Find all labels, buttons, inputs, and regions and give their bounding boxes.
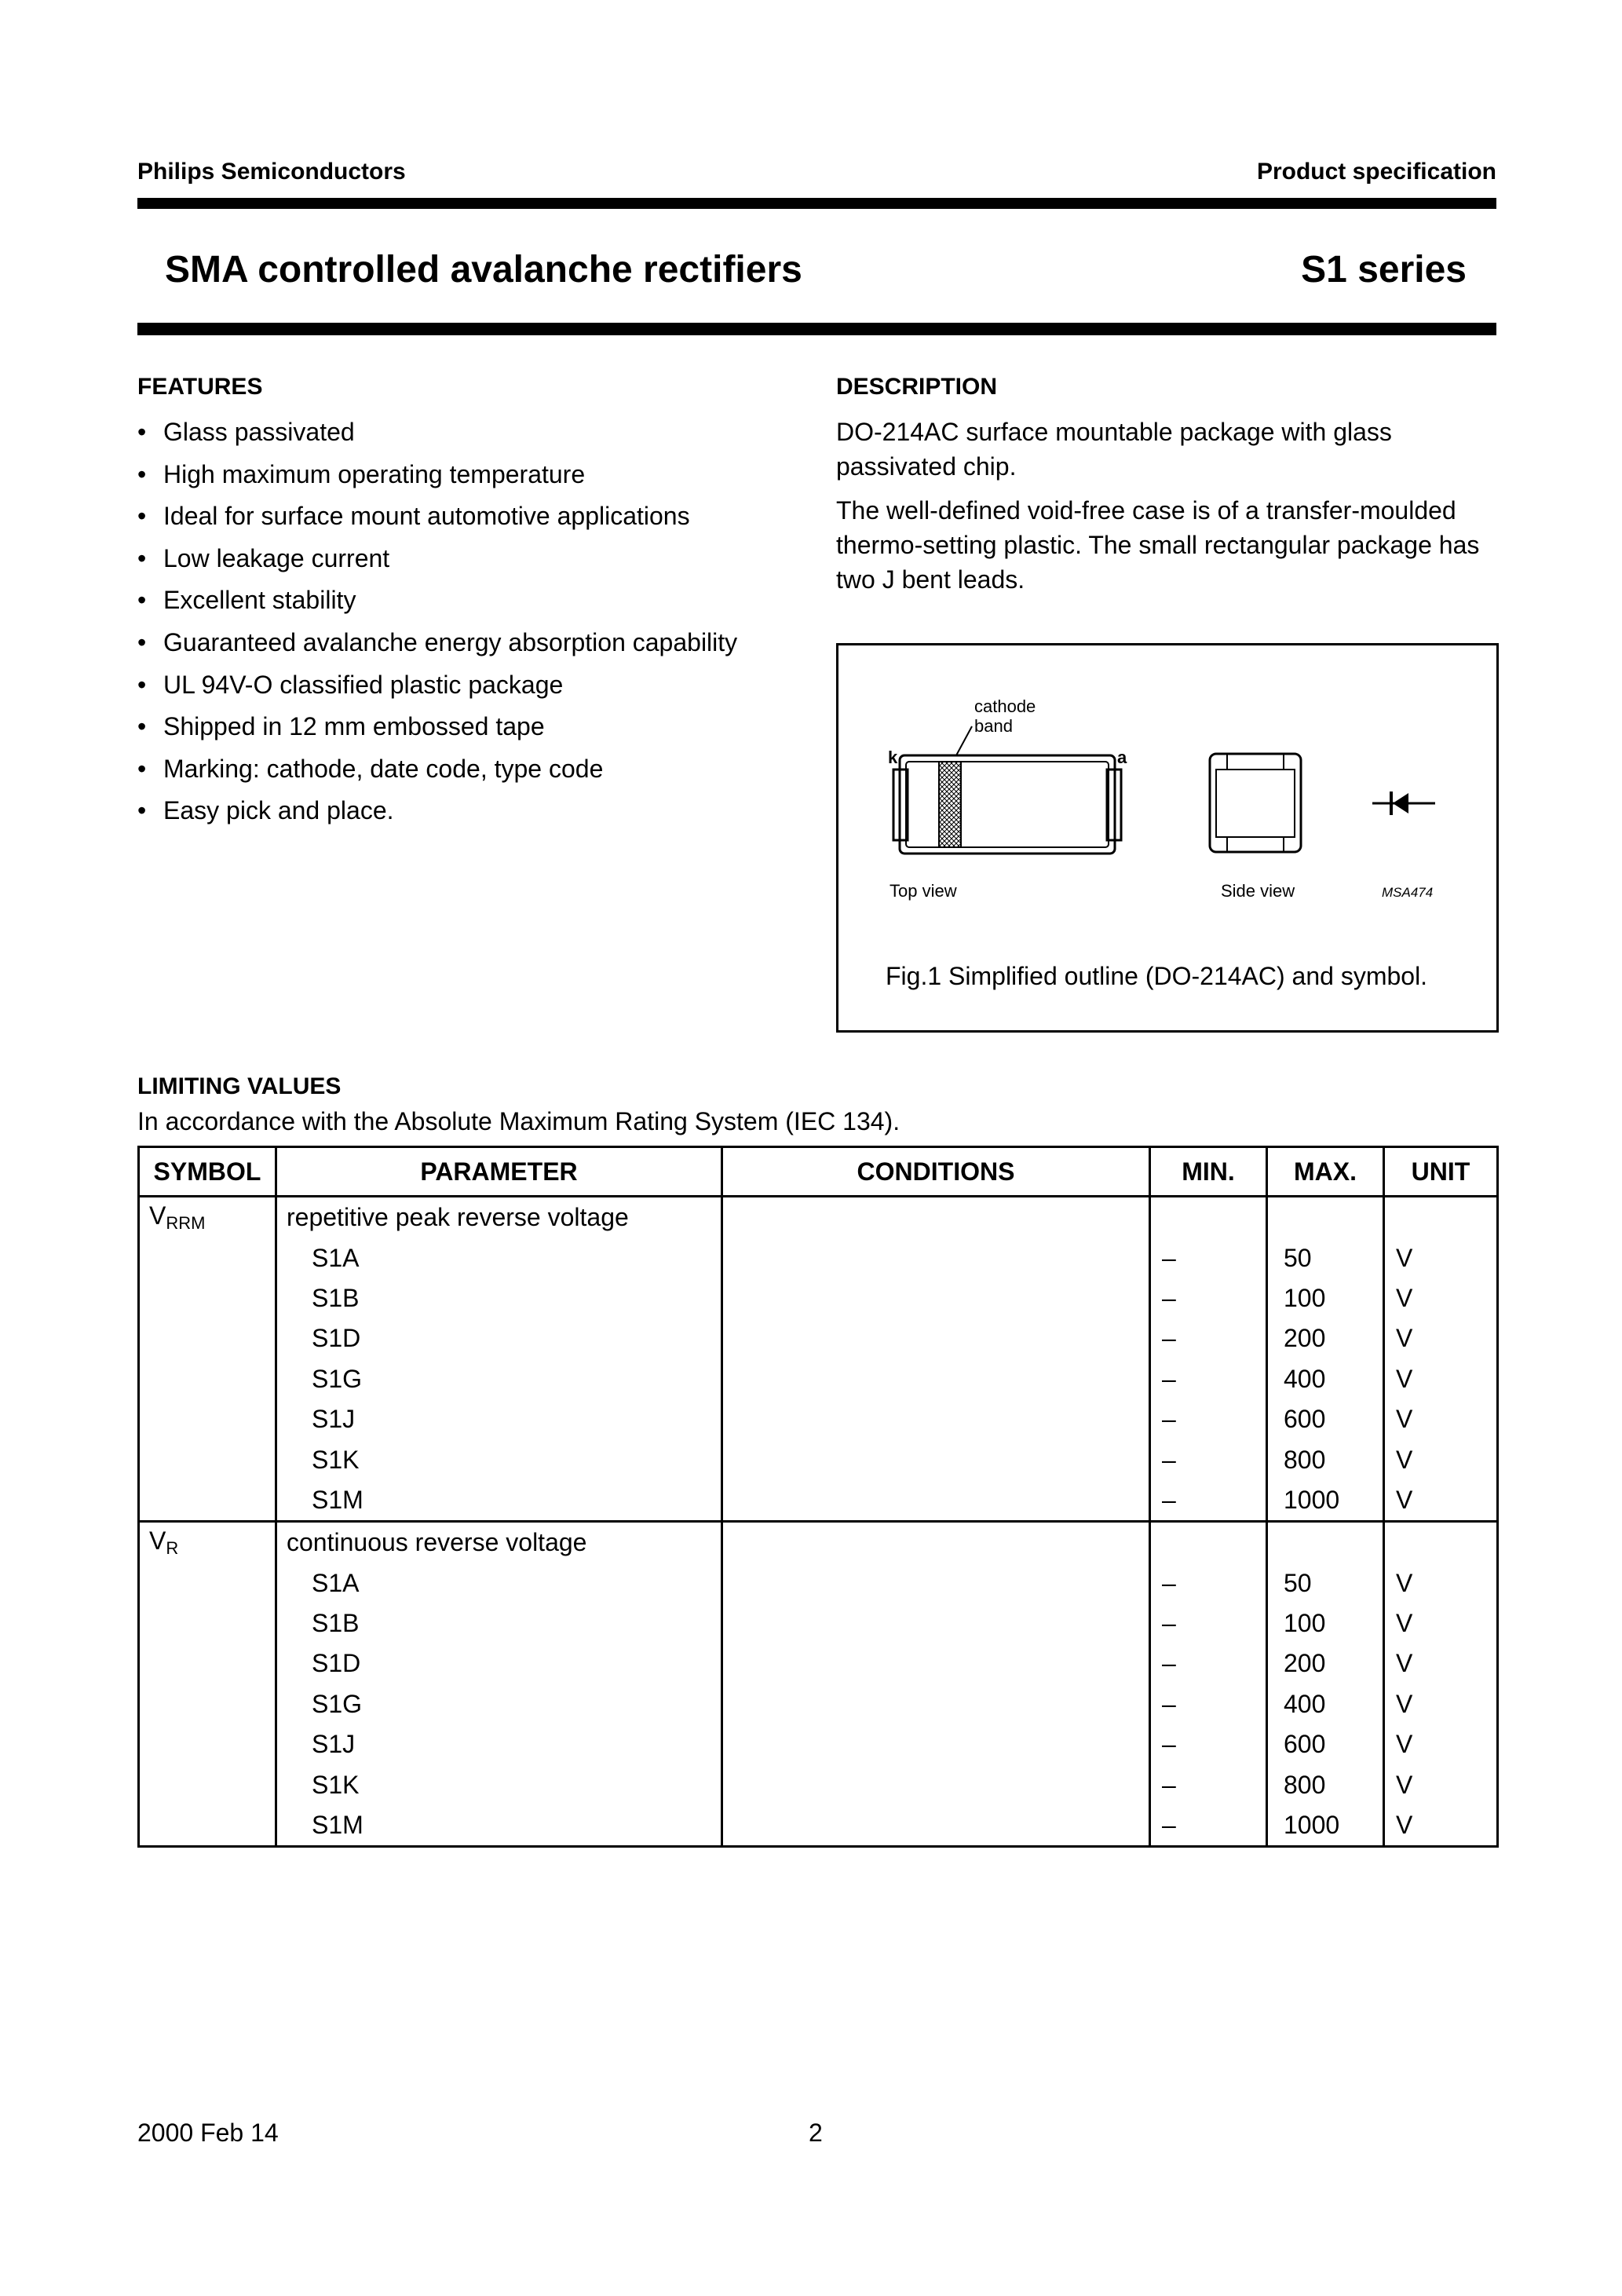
parameter-cell: continuous reverse voltage bbox=[276, 1522, 722, 1563]
type-cell: S1B bbox=[276, 1603, 722, 1643]
max-cell bbox=[1267, 1522, 1384, 1563]
max-cell: 200 bbox=[1267, 1643, 1384, 1684]
figure-box bbox=[836, 643, 1499, 1033]
type-cell: S1B bbox=[276, 1278, 722, 1318]
min-cell: – bbox=[1150, 1359, 1267, 1399]
unit-cell: V bbox=[1384, 1318, 1498, 1358]
list-item: • Marking: cathode, date code, type code bbox=[137, 751, 797, 794]
column-header: SYMBOL bbox=[139, 1147, 276, 1197]
max-cell: 600 bbox=[1267, 1399, 1384, 1439]
unit-cell: V bbox=[1384, 1724, 1498, 1764]
table-row bbox=[139, 1480, 1498, 1522]
features-section bbox=[137, 374, 797, 835]
symbol-subscript: R bbox=[166, 1538, 179, 1559]
top-view-label: Top view bbox=[890, 881, 957, 901]
type-cell: S1G bbox=[276, 1684, 722, 1724]
unit-cell: V bbox=[1384, 1603, 1498, 1643]
min-cell: – bbox=[1150, 1643, 1267, 1684]
package-outline-diagram bbox=[838, 645, 1496, 1030]
features-heading: FEATURES bbox=[137, 374, 263, 400]
page-number: 2 bbox=[809, 2119, 823, 2147]
unit-cell: V bbox=[1384, 1684, 1498, 1724]
min-cell: – bbox=[1150, 1805, 1267, 1847]
max-cell: 800 bbox=[1267, 1764, 1384, 1804]
list-item: • UL 94V-O classified plastic package bbox=[137, 667, 797, 710]
column-header: MIN. bbox=[1150, 1147, 1267, 1197]
max-cell bbox=[1267, 1197, 1384, 1238]
unit-cell bbox=[1384, 1522, 1498, 1563]
min-cell: – bbox=[1150, 1724, 1267, 1764]
description-paragraph: The well-defined void-free case is of a transfer-moulded thermo-setting plastic. The small rectangular package has two J bent leads. bbox=[836, 496, 1480, 594]
max-cell: 400 bbox=[1267, 1359, 1384, 1399]
type-cell: S1M bbox=[276, 1480, 722, 1522]
min-cell: – bbox=[1150, 1684, 1267, 1724]
type-cell: S1A bbox=[276, 1238, 722, 1278]
table-row bbox=[139, 1684, 1498, 1724]
list-item: • Low leakage current bbox=[137, 541, 797, 583]
unit-cell: V bbox=[1384, 1359, 1498, 1399]
symbol-text: V bbox=[149, 1201, 166, 1230]
table-row bbox=[139, 1724, 1498, 1764]
conditions-cell bbox=[722, 1522, 1150, 1563]
limiting-values-table-wrap bbox=[137, 1146, 1499, 1848]
footer-date: 2000 Feb 14 bbox=[137, 2119, 279, 2147]
min-cell: – bbox=[1150, 1318, 1267, 1358]
type-cell: S1K bbox=[276, 1764, 722, 1804]
band-label: band bbox=[974, 716, 1013, 736]
table-row bbox=[139, 1359, 1498, 1399]
min-cell: – bbox=[1150, 1603, 1267, 1643]
table-row bbox=[139, 1563, 1498, 1603]
company-name: Philips Semiconductors bbox=[137, 159, 406, 185]
column-header: UNIT bbox=[1384, 1147, 1498, 1197]
side-view-label: Side view bbox=[1221, 881, 1295, 901]
description-paragraph: DO-214AC surface mountable package with glass passivated chip. bbox=[836, 418, 1392, 481]
list-item: • Guaranteed avalanche energy absorption capability bbox=[137, 625, 797, 667]
table-row bbox=[139, 1399, 1498, 1439]
unit-cell: V bbox=[1384, 1643, 1498, 1684]
unit-cell: V bbox=[1384, 1480, 1498, 1522]
max-cell: 100 bbox=[1267, 1278, 1384, 1318]
document-type: Product specification bbox=[1256, 159, 1496, 185]
header-rule bbox=[137, 198, 1496, 209]
symbol-cell bbox=[139, 1197, 276, 1238]
max-cell: 600 bbox=[1267, 1724, 1384, 1764]
limiting-values-heading: LIMITING VALUES bbox=[137, 1073, 342, 1099]
table-row bbox=[139, 1643, 1498, 1684]
unit-cell: V bbox=[1384, 1563, 1498, 1603]
table-row bbox=[139, 1318, 1498, 1358]
page-title: SMA controlled avalanche rectifiers bbox=[165, 249, 802, 291]
unit-cell: V bbox=[1384, 1238, 1498, 1278]
conditions-cell bbox=[722, 1197, 1150, 1238]
table-header-row bbox=[139, 1147, 1498, 1197]
unit-cell: V bbox=[1384, 1439, 1498, 1479]
min-cell bbox=[1150, 1522, 1267, 1563]
symbol-cell bbox=[139, 1522, 276, 1563]
features-list bbox=[137, 415, 797, 835]
type-cell: S1K bbox=[276, 1439, 722, 1479]
cathode-band bbox=[939, 762, 961, 847]
max-cell: 1000 bbox=[1267, 1480, 1384, 1522]
limiting-values-table bbox=[137, 1146, 1499, 1848]
unit-cell: V bbox=[1384, 1278, 1498, 1318]
title-rule bbox=[137, 323, 1496, 335]
list-item: • Easy pick and place. bbox=[137, 793, 797, 835]
list-item: • Excellent stability bbox=[137, 583, 797, 625]
type-cell: S1J bbox=[276, 1399, 722, 1439]
figure-code: MSA474 bbox=[1382, 885, 1434, 900]
parameter-cell: repetitive peak reverse voltage bbox=[276, 1197, 722, 1238]
min-cell: – bbox=[1150, 1399, 1267, 1439]
unit-cell: V bbox=[1384, 1805, 1498, 1847]
list-item: • Glass passivated bbox=[137, 415, 797, 457]
list-item: • High maximum operating temperature bbox=[137, 457, 797, 499]
table-row bbox=[139, 1439, 1498, 1479]
unit-cell: V bbox=[1384, 1399, 1498, 1439]
type-cell: S1A bbox=[276, 1563, 722, 1603]
type-cell: S1G bbox=[276, 1359, 722, 1399]
type-cell: S1M bbox=[276, 1805, 722, 1847]
table-row bbox=[139, 1197, 1498, 1238]
unit-cell: V bbox=[1384, 1764, 1498, 1804]
type-cell: S1J bbox=[276, 1724, 722, 1764]
max-cell: 800 bbox=[1267, 1439, 1384, 1479]
symbol-subscript: RRM bbox=[166, 1213, 206, 1234]
column-header: CONDITIONS bbox=[722, 1147, 1150, 1197]
k-label: k bbox=[888, 748, 898, 767]
a-label: a bbox=[1117, 748, 1127, 767]
max-cell: 200 bbox=[1267, 1318, 1384, 1358]
table-row bbox=[139, 1278, 1498, 1318]
description-section bbox=[836, 374, 1500, 597]
unit-cell bbox=[1384, 1197, 1498, 1238]
max-cell: 400 bbox=[1267, 1684, 1384, 1724]
max-cell: 50 bbox=[1267, 1563, 1384, 1603]
cathode-label: cathode bbox=[974, 696, 1036, 716]
type-cell: S1D bbox=[276, 1318, 722, 1358]
max-cell: 100 bbox=[1267, 1603, 1384, 1643]
description-heading: DESCRIPTION bbox=[836, 374, 998, 400]
cathode-leader-line bbox=[956, 726, 972, 755]
series-title: S1 series bbox=[1301, 249, 1467, 291]
type-cell: S1D bbox=[276, 1643, 722, 1684]
figure-caption: Fig.1 Simplified outline (DO-214AC) and symbol. bbox=[886, 962, 1428, 990]
table-row bbox=[139, 1805, 1498, 1847]
column-header: MAX. bbox=[1267, 1147, 1384, 1197]
table-row bbox=[139, 1238, 1498, 1278]
min-cell bbox=[1150, 1197, 1267, 1238]
min-cell: – bbox=[1150, 1764, 1267, 1804]
symbol-text: V bbox=[149, 1526, 166, 1556]
max-cell: 1000 bbox=[1267, 1805, 1384, 1847]
table-row bbox=[139, 1522, 1498, 1563]
min-cell: – bbox=[1150, 1238, 1267, 1278]
list-item: • Ideal for surface mount automotive applications bbox=[137, 499, 797, 541]
table-row bbox=[139, 1603, 1498, 1643]
min-cell: – bbox=[1150, 1439, 1267, 1479]
side-view-package bbox=[1210, 754, 1301, 852]
column-header: PARAMETER bbox=[276, 1147, 722, 1197]
max-cell: 50 bbox=[1267, 1238, 1384, 1278]
limiting-values-subtitle: In accordance with the Absolute Maximum Rating System (IEC 134). bbox=[137, 1107, 901, 1135]
table-row bbox=[139, 1764, 1498, 1804]
min-cell: – bbox=[1150, 1480, 1267, 1522]
diode-symbol-icon bbox=[1372, 792, 1435, 815]
min-cell: – bbox=[1150, 1563, 1267, 1603]
top-view-package bbox=[893, 755, 1121, 854]
list-item: • Shipped in 12 mm embossed tape bbox=[137, 709, 797, 751]
min-cell: – bbox=[1150, 1278, 1267, 1318]
